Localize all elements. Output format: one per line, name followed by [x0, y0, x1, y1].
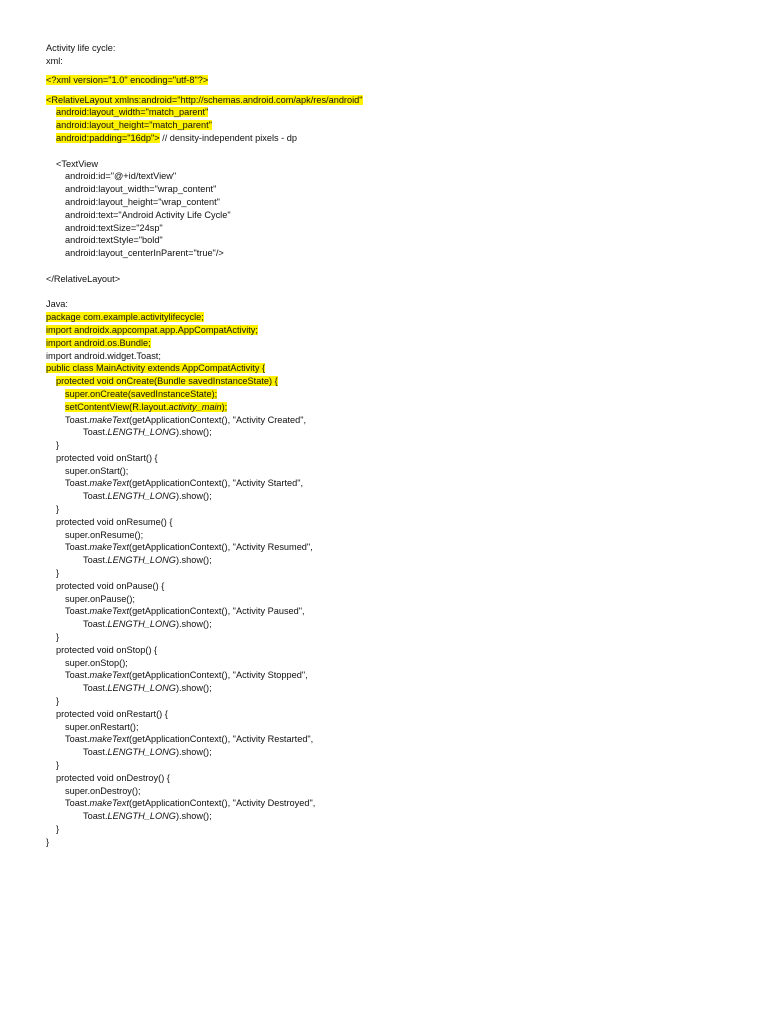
- xml-declaration: <?xml version="1.0" encoding="utf-8"?>: [46, 75, 209, 86]
- super-onstart: super.onStart();: [65, 465, 129, 476]
- import-toast-line: [46, 350, 746, 363]
- tv-height-attr: android:layout_height="wrap_content": [65, 196, 220, 207]
- toast-created-line: [46, 414, 746, 427]
- toast-class: Toast.: [65, 606, 90, 617]
- maketext-method: makeText: [89, 478, 130, 489]
- textview-open-line: [46, 158, 746, 171]
- layout-width-line: [46, 106, 746, 119]
- onpause-declaration: protected void onPause() {: [56, 580, 165, 591]
- onpause-decl-line: [46, 580, 746, 593]
- java-label: [46, 298, 746, 311]
- toast-class: Toast.: [83, 555, 108, 566]
- super-onrestart: super.onRestart();: [65, 721, 139, 732]
- maketext-method: makeText: [89, 670, 130, 681]
- onrestart-declaration: protected void onRestart() {: [56, 708, 168, 719]
- toast-class: Toast.: [65, 670, 90, 681]
- toast-destroyed-args: (getApplicationContext(), "Activity Destroyed",: [129, 798, 316, 809]
- close-brace-line: [46, 503, 746, 516]
- padding-line: [46, 132, 746, 145]
- toast-class: Toast.: [65, 798, 90, 809]
- super-onstart-line: [46, 465, 746, 478]
- toast-class: Toast.: [83, 427, 108, 438]
- padding-attr: android:padding="16dp">: [56, 132, 160, 143]
- super-onresume-line: [46, 529, 746, 542]
- toast-created-len-line: [46, 426, 746, 439]
- close-brace: }: [56, 760, 60, 771]
- import-appcompat-line: [46, 324, 746, 337]
- textview-open: <TextView: [56, 158, 98, 169]
- super-oncreate: super.onCreate(savedInstanceState);: [65, 388, 218, 399]
- class-decl-line: [46, 362, 746, 375]
- document-page: [46, 42, 746, 849]
- close-brace: }: [56, 568, 60, 579]
- length-long-const: LENGTH_LONG: [107, 811, 176, 822]
- tv-style-attr: android:textStyle="bold": [65, 235, 163, 246]
- close-brace: }: [56, 632, 60, 643]
- tv-text-line: [46, 209, 746, 222]
- import-appcompat: import androidx.appcompat.app.AppCompatActivity;: [46, 324, 258, 335]
- close-brace: }: [56, 440, 60, 451]
- close-brace-line: [46, 759, 746, 772]
- close-brace-line: [46, 439, 746, 452]
- toast-started-line: [46, 477, 746, 490]
- class-close-brace: }: [46, 836, 50, 847]
- length-long-const: LENGTH_LONG: [107, 427, 176, 438]
- toast-class: Toast.: [83, 619, 108, 630]
- layout-height-attr: android:layout_height="match_parent": [56, 120, 212, 131]
- toast-class: Toast.: [65, 414, 90, 425]
- toast-stopped-args: (getApplicationContext(), "Activity Stopped",: [129, 670, 308, 681]
- toast-class: Toast.: [83, 683, 108, 694]
- length-long-const: LENGTH_LONG: [107, 555, 176, 566]
- close-brace: }: [56, 824, 60, 834]
- relativelayout-open-line: [46, 94, 746, 107]
- maketext-method: makeText: [89, 606, 130, 617]
- toast-class: Toast.: [83, 747, 108, 758]
- super-onrestart-line: [46, 721, 746, 734]
- close-brace: }: [56, 696, 60, 707]
- toast-paused-len-line: [46, 618, 746, 631]
- setcontentview-line: [46, 401, 746, 414]
- layout-width-attr: android:layout_width="match_parent": [56, 107, 209, 118]
- onrestart-decl-line: [46, 708, 746, 721]
- xml-label-text: xml:: [46, 55, 63, 66]
- toast-paused-args: (getApplicationContext(), "Activity Paused",: [129, 606, 305, 617]
- close-brace-line: [46, 823, 746, 836]
- oncreate-declaration: protected void onCreate(Bundle savedInstanceState) {: [56, 376, 278, 387]
- package-statement: package com.example.activitylifecycle;: [46, 312, 204, 323]
- maketext-method: makeText: [89, 798, 130, 809]
- onstop-decl-line: [46, 644, 746, 657]
- import-toast: import android.widget.Toast;: [46, 350, 161, 361]
- show-call: ).show();: [175, 811, 212, 822]
- show-call: ).show();: [175, 555, 212, 566]
- toast-destroyed-len-line: [46, 810, 746, 823]
- oncreate-decl-line: [46, 375, 746, 388]
- class-close-brace-line: [46, 836, 746, 849]
- package-line: [46, 311, 746, 324]
- length-long-const: LENGTH_LONG: [107, 683, 176, 694]
- maketext-method: makeText: [89, 542, 130, 553]
- java-label-text: Java:: [46, 299, 68, 310]
- super-oncreate-line: [46, 388, 746, 401]
- close-brace-line: [46, 695, 746, 708]
- toast-class: Toast.: [65, 734, 90, 745]
- toast-destroyed-line: [46, 797, 746, 810]
- tv-center-attr: android:layout_centerInParent="true"/>: [65, 248, 224, 259]
- toast-restarted-len-line: [46, 746, 746, 759]
- onstop-declaration: protected void onStop() {: [56, 644, 158, 655]
- heading-text: Activity life cycle:: [46, 43, 116, 53]
- toast-class: Toast.: [65, 478, 90, 489]
- super-onpause: super.onPause();: [65, 593, 135, 604]
- super-onstop-line: [46, 657, 746, 670]
- length-long-const: LENGTH_LONG: [107, 491, 176, 502]
- import-bundle-line: [46, 337, 746, 350]
- super-ondestroy: super.onDestroy();: [65, 785, 141, 796]
- toast-started-len-line: [46, 490, 746, 503]
- onstart-declaration: protected void onStart() {: [56, 452, 158, 463]
- tv-size-line: [46, 222, 746, 235]
- doc-heading: [46, 42, 746, 55]
- tv-id-line: [46, 170, 746, 183]
- toast-started-args: (getApplicationContext(), "Activity Started",: [129, 478, 304, 489]
- xml-declaration-line: [46, 74, 746, 87]
- super-onstop: super.onStop();: [65, 657, 128, 668]
- tv-width-line: [46, 183, 746, 196]
- relativelayout-open: <RelativeLayout xmlns:android="http://schemas.android.com/apk/res/android": [46, 94, 363, 105]
- tv-height-line: [46, 196, 746, 209]
- toast-restarted-args: (getApplicationContext(), "Activity Restarted",: [129, 734, 314, 745]
- layout-height-line: [46, 119, 746, 132]
- toast-resumed-len-line: [46, 554, 746, 567]
- xml-label: [46, 55, 746, 68]
- close-brace: }: [56, 504, 60, 515]
- toast-resumed-args: (getApplicationContext(), "Activity Resumed",: [129, 542, 313, 553]
- toast-class: Toast.: [65, 542, 90, 553]
- setcontentview-call: setContentView(R.layout.: [65, 401, 169, 412]
- class-declaration: public class MainActivity extends AppCompatActivity {: [46, 363, 266, 374]
- show-call: ).show();: [175, 619, 212, 630]
- tv-center-line: [46, 247, 746, 260]
- toast-resumed-line: [46, 541, 746, 554]
- onresume-decl-line: [46, 516, 746, 529]
- toast-paused-line: [46, 605, 746, 618]
- tv-width-attr: android:layout_width="wrap_content": [65, 184, 217, 195]
- show-call: ).show();: [175, 747, 212, 758]
- onresume-declaration: protected void onResume() {: [56, 516, 173, 527]
- length-long-const: LENGTH_LONG: [107, 747, 176, 758]
- super-onresume: super.onResume();: [65, 529, 144, 540]
- show-call: ).show();: [175, 683, 212, 694]
- tv-text-attr: android:text="Android Activity Life Cycle": [65, 209, 231, 220]
- show-call: ).show();: [175, 427, 212, 438]
- toast-class: Toast.: [83, 811, 108, 822]
- toast-restarted-line: [46, 733, 746, 746]
- import-bundle: import android.os.Bundle;: [46, 337, 151, 348]
- ondestroy-decl-line: [46, 772, 746, 785]
- padding-comment: // density-independent pixels - dp: [159, 132, 297, 143]
- super-ondestroy-line: [46, 785, 746, 798]
- toast-stopped-line: [46, 669, 746, 682]
- tv-style-line: [46, 234, 746, 247]
- activity-main-ref: activity_main: [168, 401, 222, 412]
- onstart-decl-line: [46, 452, 746, 465]
- show-call: ).show();: [175, 491, 212, 502]
- toast-created-args: (getApplicationContext(), "Activity Created",: [129, 414, 307, 425]
- maketext-method: makeText: [89, 734, 130, 745]
- close-brace-line: [46, 631, 746, 644]
- maketext-method: makeText: [89, 414, 130, 425]
- super-onpause-line: [46, 593, 746, 606]
- tv-id-attr: android:id="@+id/textView": [65, 171, 177, 182]
- relativelayout-close: </RelativeLayout>: [46, 273, 121, 284]
- ondestroy-declaration: protected void onDestroy() {: [56, 772, 170, 783]
- relativelayout-close-line: [46, 273, 746, 286]
- close-brace-line: [46, 567, 746, 580]
- toast-stopped-len-line: [46, 682, 746, 695]
- toast-class: Toast.: [83, 491, 108, 502]
- tv-size-attr: android:textSize="24sp": [65, 222, 163, 233]
- setcontentview-close: );: [221, 401, 228, 412]
- length-long-const: LENGTH_LONG: [107, 619, 176, 630]
